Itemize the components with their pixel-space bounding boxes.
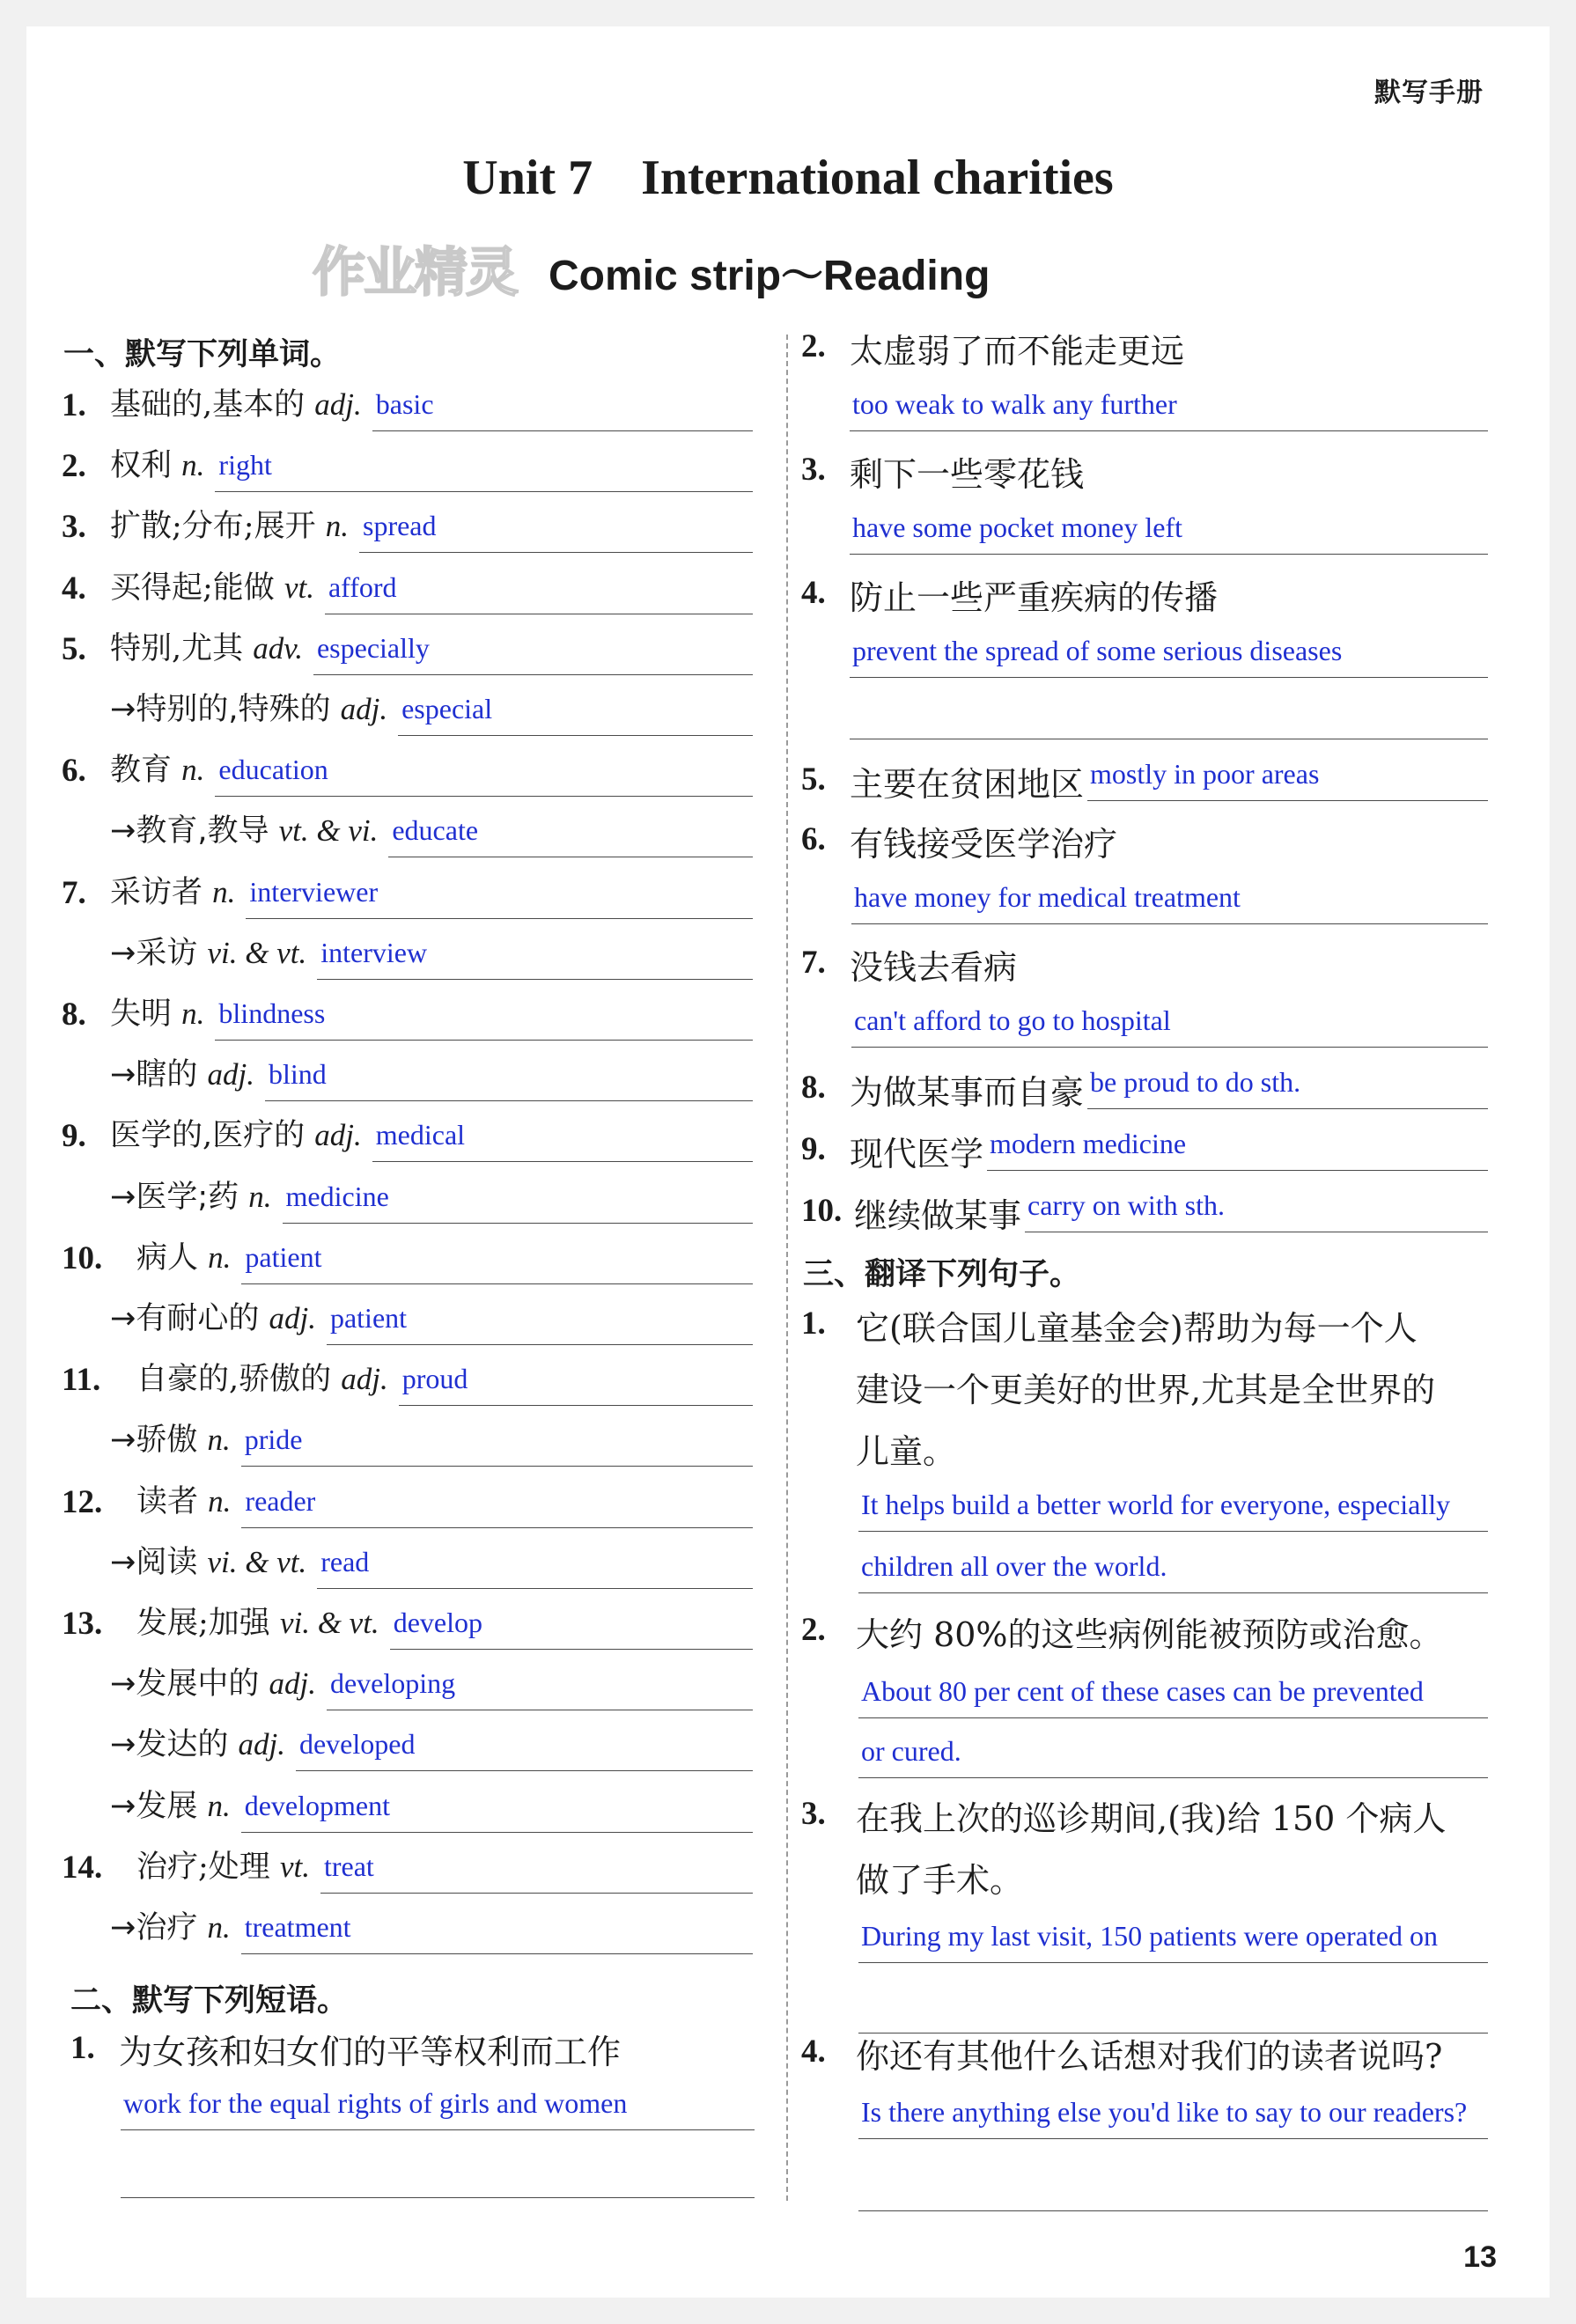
answer-text: right — [218, 449, 272, 482]
phrase-prompt: 没钱去看病 — [850, 948, 1018, 987]
vocab-chinese: 权利 — [110, 448, 173, 484]
item-number: 7. — [62, 874, 86, 911]
answer-row — [0, 687, 1576, 739]
sentence-prompt: 建设一个更美好的世界,尤其是全世界的 — [856, 1371, 1436, 1409]
answer-line[interactable] — [858, 1717, 1488, 1718]
item-number: 2. — [62, 448, 86, 485]
answer-row — [0, 1910, 1576, 1963]
sentence-prompt: 做了手术。 — [856, 1861, 1024, 1900]
answer-text: especially — [316, 631, 430, 664]
phrase-prompt: 继续做某事 — [854, 1196, 1022, 1235]
section-heading: 二、默写下列短语。 — [70, 1983, 349, 2019]
part-of-speech: vi. & vt. — [207, 935, 307, 970]
vocab-chinese: →教育,教导 — [110, 813, 269, 849]
vocab-chinese: →医学;药 — [110, 1179, 239, 1215]
answer-line[interactable] — [851, 1047, 1488, 1048]
phrase-prompt: 剩下一些零花钱 — [850, 455, 1085, 494]
part-of-speech: n. — [208, 1483, 232, 1519]
vocab-chinese: →骄傲 — [110, 1423, 198, 1459]
unit-name: International charities — [641, 151, 1114, 205]
vocab-chinese: 扩散;分布;展开 — [110, 509, 316, 545]
answer-text: blindness — [218, 997, 326, 1029]
vocab-chinese: 失明 — [110, 997, 173, 1032]
part-of-speech: vt. — [284, 570, 314, 605]
sentence-prompt: 儿童。 — [856, 1432, 957, 1471]
sentence-prompt: 大约 80%的这些病例能被预防或治愈。 — [856, 1615, 1443, 1654]
answer-text: interview — [320, 936, 428, 968]
answer-line[interactable] — [987, 1170, 1488, 1171]
watermark: 作业精灵 — [313, 242, 517, 304]
part-of-speech: n. — [212, 874, 236, 909]
vocab-chinese: →特别的,特殊的 — [110, 692, 331, 727]
part-of-speech: n. — [325, 509, 349, 544]
answer-line[interactable] — [858, 1962, 1488, 1963]
answer-text: During my last visit, 150 patients were operated on — [861, 1920, 1438, 1952]
answer-text: too weak to walk any further — [852, 388, 1177, 420]
item-number: 6. — [62, 753, 86, 790]
vocab-prompt — [136, 1233, 231, 1277]
answer-row — [0, 379, 1576, 431]
vocab-chinese: →瞎的 — [110, 1057, 198, 1093]
vocab-prompt — [136, 1842, 310, 1886]
answer-text: medical — [375, 1119, 466, 1151]
answer-text: afford — [328, 570, 397, 603]
answer-line[interactable] — [320, 1893, 753, 1894]
vocab-chinese: 特别,尤其 — [110, 630, 244, 666]
phrase-prompt: 太虚弱了而不能走更远 — [850, 332, 1185, 371]
answer-text: treat — [323, 1850, 374, 1882]
answer-row — [0, 1180, 1576, 1232]
answer-text: It helps build a better world for everyone, especially — [861, 1489, 1451, 1520]
item-number: 12. — [62, 1483, 103, 1520]
item-number: 9. — [801, 1131, 826, 1167]
item-number: 8. — [801, 1070, 826, 1106]
phrase-prompt: 主要在贫困地区 — [850, 765, 1085, 804]
part-of-speech: n. — [207, 1910, 231, 1945]
vocab-chinese: →采访 — [110, 935, 198, 971]
answer-row — [0, 1725, 1576, 1778]
answer-row — [0, 1541, 1576, 1593]
vocab-chinese: →有耐心的 — [110, 1301, 260, 1336]
answer-text: prevent the spread of some serious diseases — [852, 635, 1343, 666]
page-title — [0, 150, 1576, 206]
vocab-row — [0, 1841, 784, 1894]
answer-line[interactable] — [850, 554, 1488, 555]
answer-line[interactable] — [858, 2210, 1488, 2211]
answer-text: develop — [393, 1607, 482, 1638]
answer-row — [0, 1981, 1576, 2034]
answer-line[interactable] — [858, 1531, 1488, 1532]
vocab-row — [0, 805, 784, 857]
vocab-chinese: →发达的 — [110, 1727, 229, 1763]
sentence-prompt: 它(联合国儿童基金会)帮助为每一个人 — [856, 1309, 1418, 1348]
vocab-chinese: 自豪的,骄傲的 — [136, 1362, 332, 1398]
part-of-speech: n. — [181, 753, 205, 788]
answer-text: patient — [329, 1302, 408, 1334]
answer-row — [0, 1118, 1576, 1171]
vocab-chinese: 读者 — [136, 1483, 199, 1519]
vocab-chinese: 买得起;能做 — [110, 570, 275, 606]
answer-text: Is there anything else you'd like to say to our readers? — [861, 2096, 1468, 2128]
part-of-speech: adj. — [269, 1666, 316, 1702]
answer-line[interactable] — [399, 1405, 753, 1406]
answer-line[interactable] — [241, 1283, 753, 1284]
answer-text: pride — [244, 1423, 303, 1456]
item-number: 3. — [62, 509, 86, 546]
vocab-prompt — [110, 806, 378, 850]
item-number: 4. — [801, 575, 826, 611]
item-number: 1. — [801, 1305, 826, 1342]
answer-text: or cured. — [861, 1735, 961, 1767]
part-of-speech: n. — [181, 448, 205, 483]
vocab-chinese: 基础的,基本的 — [110, 387, 306, 423]
part-of-speech: adj. — [207, 1057, 254, 1092]
answer-text: can't afford to go to hospital — [854, 1004, 1171, 1036]
answer-text: basic — [375, 388, 434, 420]
vocab-chinese: →发展 — [110, 1788, 198, 1824]
item-number: 4. — [62, 570, 86, 607]
sentence-prompt: 在我上次的巡诊期间,(我)给 150 个病人 — [856, 1799, 1447, 1838]
answer-row — [0, 748, 1576, 801]
vocab-row — [0, 439, 784, 492]
answer-text: carry on with sth. — [1027, 1189, 1225, 1221]
answer-text: development — [244, 1789, 390, 1821]
vocab-chinese: 治疗;处理 — [136, 1849, 270, 1885]
answer-row — [0, 1479, 1576, 1532]
answer-row — [0, 502, 1576, 555]
item-number: 5. — [62, 630, 86, 667]
vocab-row — [0, 927, 784, 980]
vocab-chinese: →发展中的 — [110, 1666, 260, 1703]
answer-text: developed — [298, 1728, 416, 1761]
answer-text: read — [320, 1545, 370, 1578]
vocab-chinese: →阅读 — [110, 1544, 198, 1580]
part-of-speech: adj. — [314, 1118, 362, 1153]
answer-text: blind — [268, 1058, 327, 1091]
section-subtitle: Comic strip～Reading — [549, 253, 991, 299]
vocab-prompt — [110, 929, 306, 973]
answer-line[interactable] — [215, 491, 753, 492]
answer-text: spread — [362, 510, 437, 542]
part-of-speech: vt. — [279, 1849, 310, 1884]
answer-text: education — [218, 754, 328, 786]
item-number: 8. — [62, 997, 86, 1033]
vocab-prompt — [136, 1355, 388, 1399]
answer-text: especial — [401, 693, 493, 724]
item-number: 6. — [801, 821, 826, 857]
answer-row — [0, 1666, 1576, 1718]
answer-line[interactable] — [858, 2138, 1488, 2139]
answer-row — [0, 872, 1576, 924]
answer-line[interactable] — [850, 430, 1488, 431]
answer-text: medicine — [285, 1180, 389, 1212]
phrase-prompt: 为做某事而自豪 — [850, 1073, 1085, 1112]
item-number: 11. — [62, 1362, 101, 1399]
sentence-prompt: 你还有其他什么话想对我们的读者说吗? — [856, 2037, 1443, 2076]
answer-row — [0, 1056, 1576, 1109]
part-of-speech: adj. — [341, 1362, 388, 1397]
section-heading: 三、翻译下列句子。 — [803, 1257, 1081, 1292]
section-heading: 一、默写下列单词。 — [63, 337, 342, 372]
answer-line[interactable] — [390, 1649, 753, 1650]
answer-line[interactable] — [1087, 1108, 1488, 1109]
vocab-chinese: 采访者 — [110, 874, 203, 910]
vocab-chinese: 病人 — [136, 1239, 199, 1276]
answer-line[interactable] — [317, 979, 753, 980]
item-number: 7. — [801, 945, 826, 981]
answer-text: About 80 per cent of these cases can be prevented — [861, 1675, 1424, 1707]
answer-text: interviewer — [249, 875, 379, 908]
vocab-prompt — [110, 441, 204, 485]
item-number: 5. — [801, 761, 826, 798]
vocab-prompt — [110, 1782, 231, 1826]
answer-line[interactable] — [850, 677, 1488, 678]
vocab-row — [0, 1292, 784, 1345]
item-number: 13. — [62, 1606, 103, 1642]
item-number: 2. — [801, 1612, 826, 1648]
item-number: 1. — [70, 2030, 95, 2066]
vocab-row — [0, 1597, 784, 1650]
part-of-speech: adj. — [238, 1727, 285, 1762]
part-of-speech: adj. — [314, 387, 362, 422]
answer-text: be proud to do sth. — [1090, 1066, 1301, 1098]
part-of-speech: vi. & vt. — [207, 1544, 307, 1579]
answer-line[interactable] — [327, 1344, 753, 1345]
part-of-speech: adv. — [253, 630, 303, 666]
vocab-prompt — [136, 1599, 379, 1643]
subtitle-block — [313, 231, 1105, 304]
vocab-chinese: 教育 — [110, 753, 173, 789]
answer-row — [0, 2086, 1576, 2139]
phrase-prompt: 有钱接受医学治疗 — [850, 825, 1118, 864]
vocab-prompt — [110, 1416, 231, 1460]
part-of-speech: vi. & vt. — [279, 1606, 379, 1640]
item-number: 1. — [62, 387, 86, 423]
unit-number: Unit 7 — [462, 151, 593, 205]
part-of-speech: n. — [207, 1423, 231, 1458]
vocab-row — [0, 562, 784, 614]
answer-line[interactable] — [1087, 800, 1488, 801]
vocab-prompt — [110, 1294, 316, 1338]
item-number: 3. — [801, 452, 826, 488]
answer-row — [0, 625, 1576, 678]
item-number: 10. — [62, 1239, 103, 1276]
answer-row — [0, 2159, 1576, 2211]
answer-text: developing — [329, 1667, 456, 1700]
vocab-chinese: 医学的,医疗的 — [110, 1118, 306, 1154]
item-number: 3. — [801, 1796, 826, 1832]
item-number: 9. — [62, 1118, 86, 1155]
answer-line[interactable] — [858, 1777, 1488, 1778]
vocab-chinese: 发展;加强 — [136, 1606, 270, 1641]
vocab-chinese: →治疗 — [110, 1910, 198, 1945]
answer-text: treatment — [244, 1911, 351, 1943]
item-number: 2. — [801, 328, 826, 364]
part-of-speech: adj. — [269, 1301, 316, 1335]
item-number: 4. — [801, 2034, 826, 2070]
part-of-speech: n. — [181, 997, 205, 1031]
answer-line[interactable] — [858, 1592, 1488, 1593]
vocab-row — [0, 1232, 784, 1284]
book-label: 默写手册 — [1374, 77, 1484, 108]
phrase-prompt: 防止一些严重疾病的传播 — [850, 578, 1219, 617]
part-of-speech: n. — [207, 1788, 231, 1823]
vocab-row — [0, 1414, 784, 1467]
answer-text: work for the equal rights of girls and women — [123, 2087, 628, 2119]
vocab-row — [0, 1353, 784, 1406]
phrase-prompt: 现代医学 — [850, 1135, 984, 1173]
answer-row — [0, 995, 1576, 1048]
page-number: 13 — [1463, 2240, 1497, 2274]
part-of-speech: vt. & vi. — [278, 813, 379, 849]
item-number: 10. — [801, 1193, 843, 1229]
answer-text: proud — [401, 1363, 468, 1395]
answer-line[interactable] — [241, 1466, 753, 1467]
answer-line[interactable] — [851, 923, 1488, 924]
answer-text: mostly in poor areas — [1090, 758, 1320, 790]
answer-line[interactable] — [241, 1832, 753, 1833]
part-of-speech: adj. — [340, 692, 388, 726]
answer-text: have money for medical treatment — [854, 881, 1241, 913]
answer-text: reader — [245, 1484, 316, 1517]
answer-text: modern medicine — [990, 1128, 1187, 1159]
phrase-prompt: 为女孩和妇女们的平等权利而工作 — [119, 2033, 622, 2071]
answer-text: patient — [245, 1240, 322, 1273]
part-of-speech: n. — [248, 1179, 272, 1214]
vocab-prompt — [110, 563, 314, 607]
item-number: 14. — [62, 1849, 103, 1886]
answer-text: children all over the world. — [861, 1550, 1167, 1582]
part-of-speech: n. — [208, 1239, 232, 1275]
answer-text: educate — [392, 814, 479, 847]
vocab-row — [0, 1780, 784, 1833]
answer-text: have some pocket money left — [852, 511, 1182, 543]
